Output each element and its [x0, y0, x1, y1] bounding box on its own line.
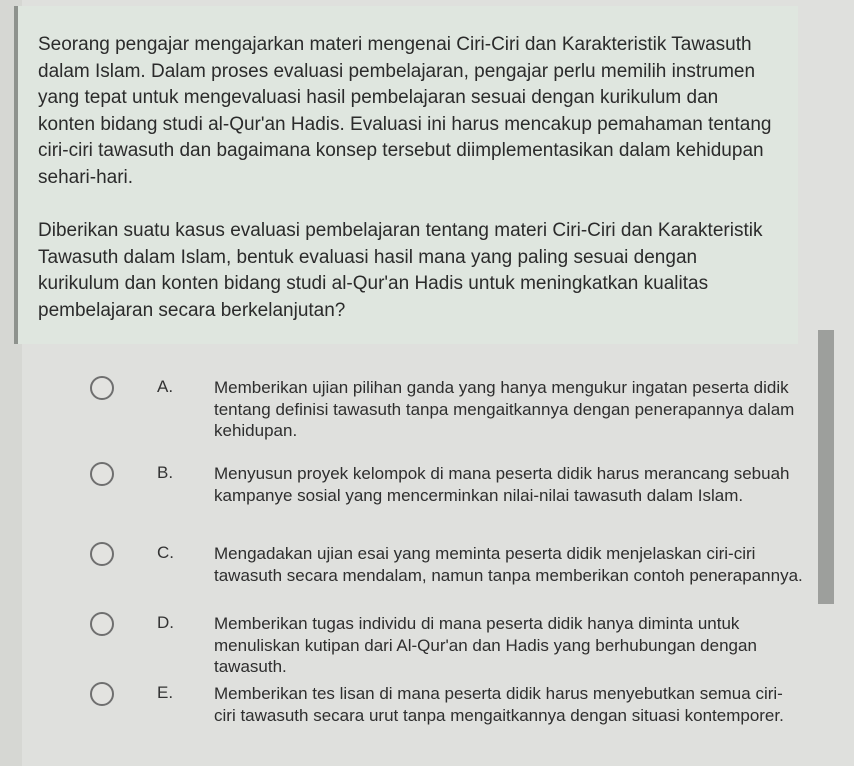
option-c-letter: C.: [157, 543, 174, 562]
option-b[interactable]: [0, 458, 854, 528]
option-b-text: Menyusun proyek kelompok di mana peserta didik harus merancang sebuah kampanye sosial yang mencerminkan nilai-nilai tawasuth dalam Islam.: [214, 464, 790, 505]
option-e[interactable]: [0, 678, 854, 748]
option-c-radio[interactable]: [90, 542, 114, 566]
option-a[interactable]: [0, 372, 854, 442]
option-a-text: Memberikan ujian pilihan ganda yang hanya mengukur ingatan peserta didik tentang definisi tawasuth tanpa mengaitkannya dengan penerapannya dalam kehidupan.: [214, 378, 795, 440]
question-context-text: Seorang pengajar mengajarkan materi mengenai Ciri-Ciri dan Karakteristik Tawasuth dalam Islam. Dalam proses evaluasi pembelajaran, pengajar perlu memilih instrumen yang tepat untuk mengevaluasi hasil pembelajaran sesuai dengan kurikulum dan konten bidang studi al-Qur'an Hadis. Evaluasi ini harus mencakup pemahaman tentang ciri-ciri tawasuth dan bagaimana konsep tersebut diimplementasikan dalam kehidupan sehari-hari.: [38, 34, 772, 188]
option-d-text: Memberikan tugas individu di mana peserta didik hanya diminta untuk menuliskan kutipan dari Al-Qur'an dan Hadis yang berhubungan dengan tawasuth.: [214, 614, 757, 676]
scrollbar[interactable]: [818, 330, 834, 604]
option-a-letter: A.: [157, 377, 174, 396]
option-c[interactable]: [0, 538, 854, 608]
question-card: [14, 6, 798, 344]
option-c-text: Mengadakan ujian esai yang meminta peserta didik menjelaskan ciri-ciri tawasuth secara mendalam, namun tanpa memberikan contoh penerapannya.: [214, 544, 803, 585]
question-prompt-text: Diberikan suatu kasus evaluasi pembelajaran tentang materi Ciri-Ciri dan Karakteristik Tawasuth dalam Islam, bentuk evaluasi hasil mana yang paling sesuai dengan kurikulum dan konten bidang studi al-Qur'an Hadis untuk meningkatkan kualitas pembelajaran secara berkelanjutan?: [38, 220, 763, 321]
option-b-radio[interactable]: [90, 462, 114, 486]
option-d-radio[interactable]: [90, 612, 114, 636]
option-e-letter: E.: [157, 683, 174, 702]
option-d[interactable]: [0, 608, 854, 678]
option-b-letter: B.: [157, 463, 174, 482]
option-a-radio[interactable]: [90, 376, 114, 400]
option-e-text: Memberikan tes lisan di mana peserta didik harus menyebutkan semua ciri-ciri tawasuth secara urut tanpa mengaitkannya dengan situasi kontemporer.: [214, 684, 784, 725]
option-e-radio[interactable]: [90, 682, 114, 706]
option-d-letter: D.: [157, 613, 174, 632]
